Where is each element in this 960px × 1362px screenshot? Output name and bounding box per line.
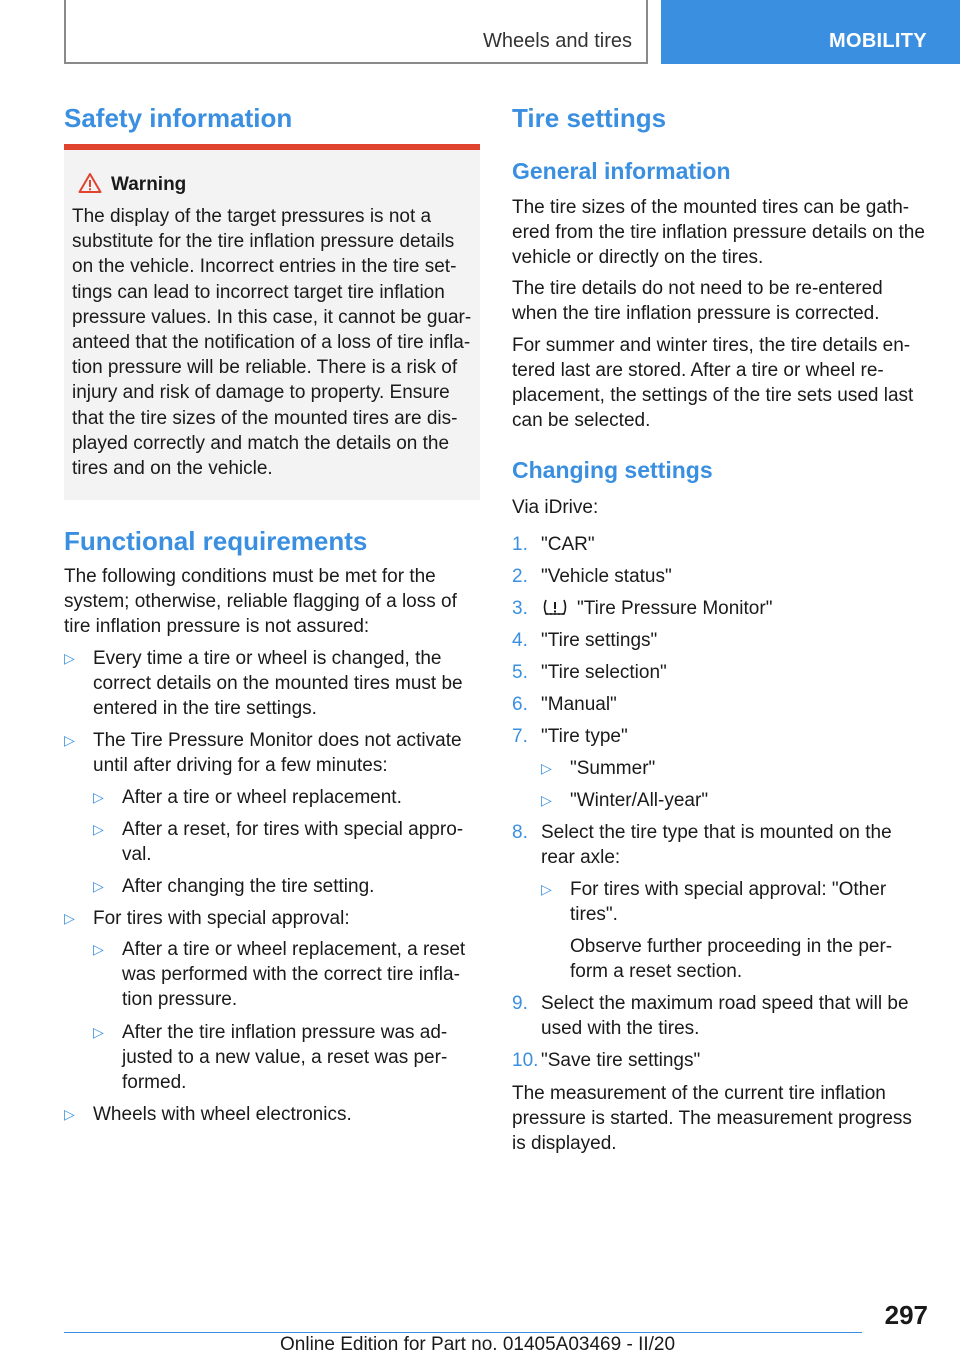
bullet-arrow-icon: ▷ [541, 792, 552, 808]
paragraph: For summer and winter tires, the tire details en‐ tered last are stored. After a tire or wheel re‐ placement, the settings of the tire sets used last can be selected. [512, 335, 914, 431]
intro-line: system; otherwise, reliable flagging of a loss of [64, 591, 457, 612]
warning-line: played correctly and match the details on the [72, 432, 450, 454]
step-number: 3. [512, 598, 528, 619]
step-number: 1. [512, 534, 528, 555]
bullet-arrow-icon: ▷ [541, 760, 552, 776]
warning-line: substitute for the tire inflation pressure details [72, 231, 455, 253]
step-number: 8. [512, 822, 528, 843]
closing-text [512, 1081, 932, 1156]
list-item-text: Wheels with wheel electronics. [93, 1104, 352, 1125]
warning-line: that the tire sizes of the mounted tires are dis‐ [72, 407, 458, 429]
header-section-title: Wheels and tires [483, 30, 632, 52]
warning-box [64, 150, 480, 500]
warning-line: on the vehicle. Incorrect entries in the tire set‐ [72, 256, 457, 278]
step-text: "Save tire settings" [541, 1050, 701, 1071]
list-item-text: After the tire inflation pressure was ad‐ justed to a new value, a reset was per‐ formed. [122, 1022, 448, 1093]
header-tab [661, 0, 960, 64]
general-information-heading: General information [512, 158, 731, 184]
bullet-arrow-icon: ▷ [93, 878, 104, 894]
intro-line: tire inflation pressure is not assured: [64, 616, 370, 637]
header-section-box [64, 0, 648, 64]
warning-line: injury and risk of damage to property. Ensure [72, 382, 450, 404]
closing-line: pressure is started. The measurement progress [512, 1108, 912, 1129]
bullet-arrow-icon: ▷ [93, 941, 104, 957]
warning-line: The display of the target pressures is not a [72, 206, 432, 227]
tire-settings-heading: Tire settings [512, 103, 667, 133]
step-text: "Tire Pressure Monitor" [541, 596, 772, 621]
step-text: "Vehicle status" [541, 566, 672, 587]
warning-line: tion pressure will be reliable. There is a risk of [72, 357, 458, 379]
step-text: "Summer" [570, 758, 656, 779]
changing-settings-heading: Changing settings [512, 457, 713, 483]
step-text: "Manual" [541, 694, 617, 715]
step-text: Select the maximum road speed that will be used with the tires. [541, 993, 909, 1039]
bullet-arrow-icon: ▷ [64, 732, 75, 748]
tire-pressure-icon [541, 597, 569, 617]
functional-requirements-heading: Functional requirements [64, 526, 368, 556]
bullet-arrow-icon: ▷ [541, 881, 552, 897]
closing-line: The measurement of the current tire inflation [512, 1083, 886, 1104]
list-item-text: After changing the tire setting. [122, 876, 375, 897]
warning-triangle-icon [78, 172, 102, 194]
list-item-text: After a tire or wheel replacement. [122, 787, 402, 808]
list-item-text: After a tire or wheel replacement, a reset was performed with the correct tire infla‐ tion pressure. [122, 939, 466, 1010]
footer-edition: Online Edition for Part no. 01405A03469 - II/20 [280, 1334, 676, 1355]
bullet-arrow-icon: ▷ [93, 821, 104, 837]
bullet-arrow-icon: ▷ [64, 1106, 75, 1122]
closing-line: is displayed. [512, 1133, 617, 1154]
warning-text [72, 204, 474, 481]
warning-line: anteed that the notification of a loss of tire infla‐ [72, 332, 471, 354]
step-text: "CAR" [541, 534, 595, 555]
list-item-text: The Tire Pressure Monitor does not activate until after driving for a few minutes: [93, 730, 462, 776]
step-text: Observe further proceeding in the per‐ form a reset section. [570, 936, 893, 982]
page-number: 297 [884, 1300, 928, 1330]
step-number: 2. [512, 566, 528, 587]
list-item-text: After a reset, for tires with special appro‐ val. [122, 819, 464, 865]
step-number: 4. [512, 630, 528, 651]
step-text: For tires with special approval: "Other tires". [570, 879, 887, 925]
bullet-arrow-icon: ▷ [93, 1024, 104, 1040]
warning-title: Warning [111, 174, 187, 195]
header-tab-label: MOBILITY [829, 30, 927, 52]
step-text: "Tire type" [541, 726, 628, 747]
intro-line: The following conditions must be met for the [64, 566, 436, 587]
step-number: 6. [512, 694, 528, 715]
paragraph: The tire sizes of the mounted tires can be gath‐ ered from the tire inflation pressure details on the vehicle or directly on the tires. [512, 197, 925, 268]
warning-line: tires and on the vehicle. [72, 458, 273, 480]
warning-line: pressure values. In this case, it cannot be guar‐ [72, 306, 472, 328]
list-item-text: Every time a tire or wheel is changed, the correct details on the mounted tires must be entered in the tire settings. [93, 648, 463, 719]
paragraph: The tire details do not need to be re‐entered when the tire inflation pressure is corrected. [512, 278, 883, 324]
step-text: "Tire selection" [541, 662, 667, 683]
list-item-text: For tires with special approval: [93, 908, 350, 929]
bullet-arrow-icon: ▷ [64, 650, 75, 666]
safety-heading: Safety information [64, 103, 293, 133]
step-text: Select the tire type that is mounted on the rear axle: [541, 822, 892, 868]
step-number: 7. [512, 726, 528, 747]
step-number: 9. [512, 993, 528, 1014]
step-text: "Winter/All-year" [570, 790, 709, 811]
step-number: 5. [512, 662, 528, 683]
bullet-arrow-icon: ▷ [64, 910, 75, 926]
via-idrive: Via iDrive: [512, 497, 599, 518]
step-number: 10. [512, 1050, 539, 1071]
warning-line: tings can lead to incorrect target tire inflation [72, 281, 445, 303]
step-text: "Tire settings" [541, 630, 658, 651]
bullet-arrow-icon: ▷ [93, 789, 104, 805]
functional-intro [64, 564, 480, 639]
footer-line [64, 1332, 862, 1333]
